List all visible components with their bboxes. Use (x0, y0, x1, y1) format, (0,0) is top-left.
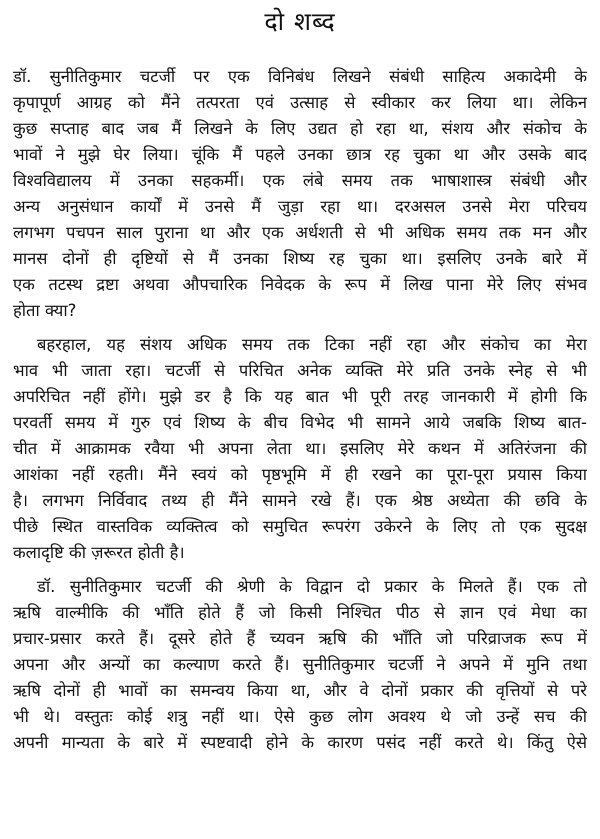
text-line-2: कृपापूर्ण आग्रह को मैंने तत्परता एवं उत्साह से स्वीकार कर लिया था। लेकिन (13, 93, 587, 112)
text-line-26: अपनी मान्यता के बारे में स्पष्टवादी होने के कारण पसंद नहीं करते थे। किंतु ऐसे (13, 733, 587, 752)
text-line-25: भी थे। वस्तुतः कोई शत्रु नहीं था। ऐसे कुछ लोग अवश्य थे जो उन्हें सच की (13, 707, 587, 726)
text-line-17: है। लगभग निर्विवाद तथ्य ही मैंने सामने रखे हैं। एक श्रेष्ठ अध्येता की छवि के (13, 491, 587, 510)
page-title: दो शब्द (264, 7, 336, 36)
text-line-16: आशंका नहीं रहती। मैंने स्वयं को पृष्ठभूमि में ही रखने का पूरा-पूरा प्रयास किया (13, 465, 587, 484)
text-line-15: चीत में आक्रामक रवैया भी अपना लेता था। इसलिए मेरे कथन में अतिरंजना की (13, 439, 587, 458)
text-line-13: अपरिचित नहीं होंगे। मुझे डर है कि यह बात भी पूरी तरह जानकारी में होगी कि (13, 387, 587, 406)
text-line-6: अन्य अनुसंधान कार्यों में उनसे मैं जुड़ा रहा था। दरअसल उनसे मेरा परिचय (13, 197, 587, 216)
text-line-11: बहरहाल, यह संशय अधिक समय तक टिका नहीं रहा और संकोच का मेरा (37, 335, 587, 354)
text-line-24: ऋषि दोनों ही भावों का समन्वय किया था, और वे दोनों प्रकार की वृत्तियों से परे (13, 681, 587, 700)
text-line-3: कुछ सप्ताह बाद जब मैं लिखने के लिए उद्यत हो रहा था, संशय और संकोच के (13, 119, 587, 138)
text-line-10: होता क्या? (13, 301, 77, 320)
text-line-19: कलादृष्टि की ज़रूरत होती है। (13, 543, 185, 562)
text-line-1: डॉ. सुनीतिकुमार चटर्जी पर एक विनिबंध लिखने संबंधी साहित्य अकादेमी के (13, 67, 587, 86)
text-line-18: पीछे स्थित वास्तविक व्यक्तित्व को समुचित रूपरंग उकेरने के लिए तो एक सुदक्ष (13, 517, 587, 536)
text-line-20: डॉ. सुनीतिकुमार चटर्जी की श्रेणी के विद्वान दो प्रकार के मिलते हैं। एक तो (37, 577, 587, 596)
text-line-8: मानस दोनों ही दृष्टियों से मैं उनका शिष्य रह चुका था। इसलिए उनके बारे में (13, 249, 587, 268)
text-line-7: लगभग पचपन साल पुराना था और एक अर्धशती से भी अधिक समय तक मन और (13, 223, 587, 242)
text-line-9: एक तटस्थ द्रष्टा अथवा औपचारिक निवेदक के रूप में लिख पाना मेरे लिए संभव (13, 275, 587, 294)
text-line-5: विश्वविद्यालय में उनका सहकर्मी। एक लंबे समय तक भाषाशास्त्र संबंधी और (13, 171, 587, 190)
text-line-23: अपना और अन्यों का कल्याण करते हैं। सुनीतिकुमार चटर्जी ने अपने में मुनि तथा (13, 655, 587, 674)
text-line-14: परवर्ती समय में गुरु एवं शिष्य के बीच विभेद भी सामने आये जबकि शिष्य बात- (13, 413, 587, 432)
text-line-12: भाव भी जाता रहा। चटर्जी से परिचित अनेक व्यक्ति मेरे प्रति उनके स्नेह से भी (13, 361, 587, 380)
text-line-21: ऋषि वाल्मीकि की भाँति होते हैं जो किसी निश्चित पीठ से ज्ञान एवं मेधा का (13, 603, 587, 622)
text-line-4: भावों ने मुझे घेर लिया। चूंकि मैं पहले उनका छात्र रह चुका था और उसके बाद (13, 145, 587, 164)
text-line-22: प्रचार-प्रसार करते हैं। दूसरे होते हैं च्यवन ऋषि की भाँति जो परिव्राजक रूप में (13, 629, 587, 648)
